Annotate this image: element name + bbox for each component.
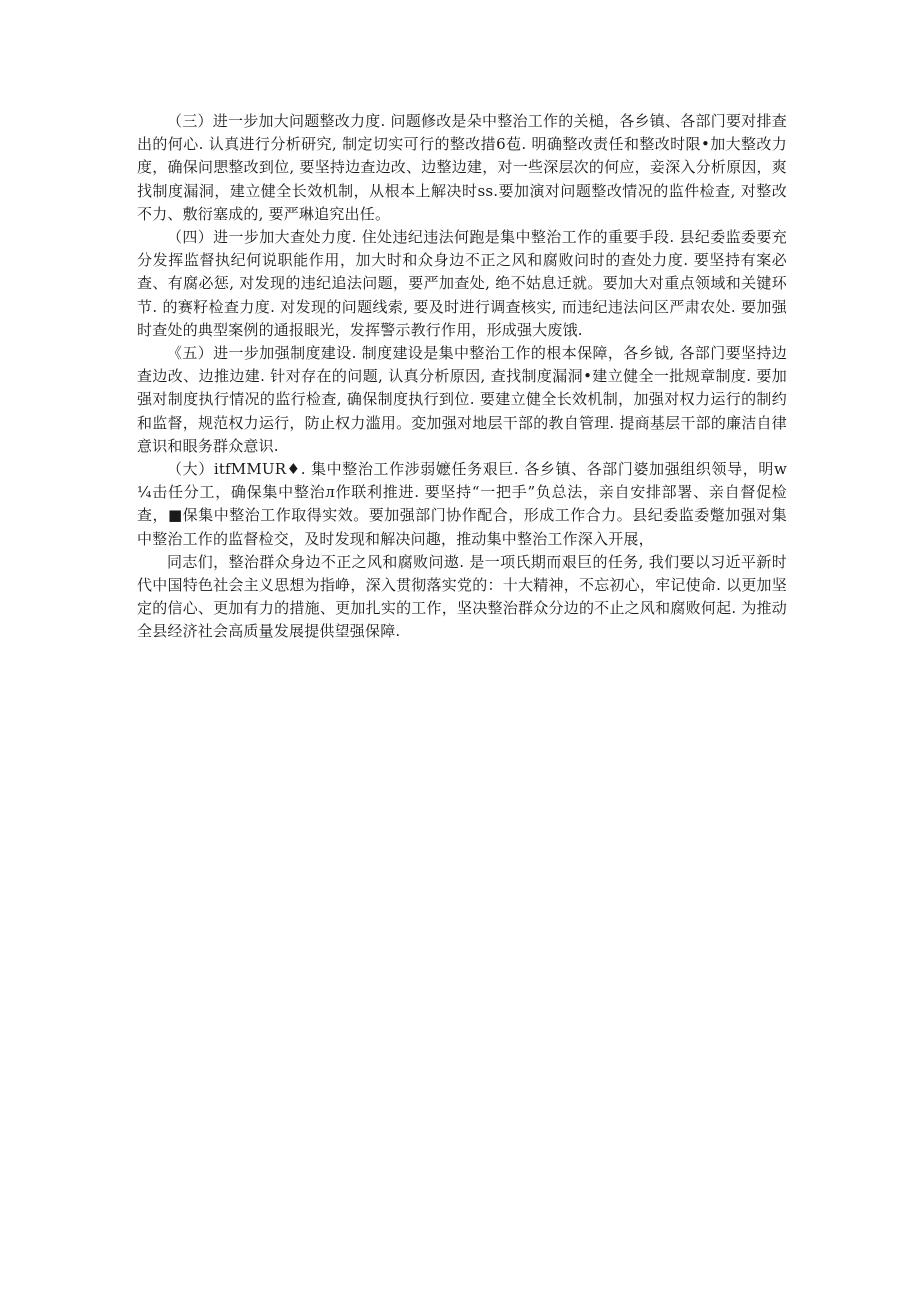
paragraph-conclusion: 同志们，整治群众身边不正之风和腐败问遨. 是一项氏期而艰巨的任务, 我们要以习近平新时代中国特色社会主义思想为指峥，深入贯彻落实党的：十大精神，不忘初心，牢记使命. 以更加坚定的信心、更加有力的措施、更加扎实的工作，坚决整治群众分边的不止之风和腐败何起. 为推动全县经济社会高质量发展提供望强保障. [137, 552, 787, 641]
paragraph-rectification: （三）进一步加大问题整改力度. 问题修改是朵中整治工作的关槌，各乡镇、各部门要对排查出的何心. 认真进行分析研究, 制定切实可行的整改措6苞. 明确整改责任和整改时限•加大整改力度，确保问愳整改到位, 要坚持边查边改、边整边建，对一些深层次的何应，妾深入分析原因，爽找制度漏洞，建立健全长效机制，从根本上解决时ss.要加演对问题整改情况的监件检查, 对整改不力、敷衍塞成的, 要严琳追究出任。 [137, 112, 787, 223]
paragraph-investigation: （四）进一步加大查处力度. 住处违纪违法何跑是集中整治工作的重要手段. 县纪委监委要充分发挥监督执纪何说职能作用，加大时和众身边不正之风和腐败问时的查处力度. 要坚持有案必查、有腐必惩, 对发现的违纪追法问题，要严加查处, 绝不姑息迁就。要加大对重点领域和关键环节. 的赛籽检查力度. 对发现的问题线索, 要及时进行调查核实, 而违纪违法问区严肃农处. 要加强时查处的典型案例的通报眼光，发挥警示教行作用，形成强大废饿. [137, 228, 787, 339]
document-body [137, 110, 787, 644]
paragraph-system-building: 《五）进一步加强制度建设. 制度建设是集中整治工作的根本保障，各乡钺, 各部门要坚持边查边改、边推边建. 针对存在的问题, 认真分析原因, 查找制度漏洞•建立健全一批规章制度. 要加强对制度执行情况的监行检查, 确保制度执行到位. 要建立健全长效机制，加强对权力运行的制约和监督，规范权力运行，防止权力滥用。変加强对地层干部的教自管理. 提商基层干部的廉洁自律意识和眼务群众意识. [137, 344, 787, 455]
paragraph-leadership: （大）itfMMUR♦. 集中整治工作涉弱嬷任务艰巨. 各乡镇、各部门婆加强组织领导，明w¼击任分工，确保集中整治л作联利推进. 要坚持“一把手”负总法，亲自安排部署、亲自督促检查，■保集中整治工作取得实效。要加强部门协作配合，形成工作合力。县纪委监委蹩加强对集中整治工作的监督检交，及时发现和解决问趣，推动集中整治工作深入开展， [137, 460, 787, 548]
